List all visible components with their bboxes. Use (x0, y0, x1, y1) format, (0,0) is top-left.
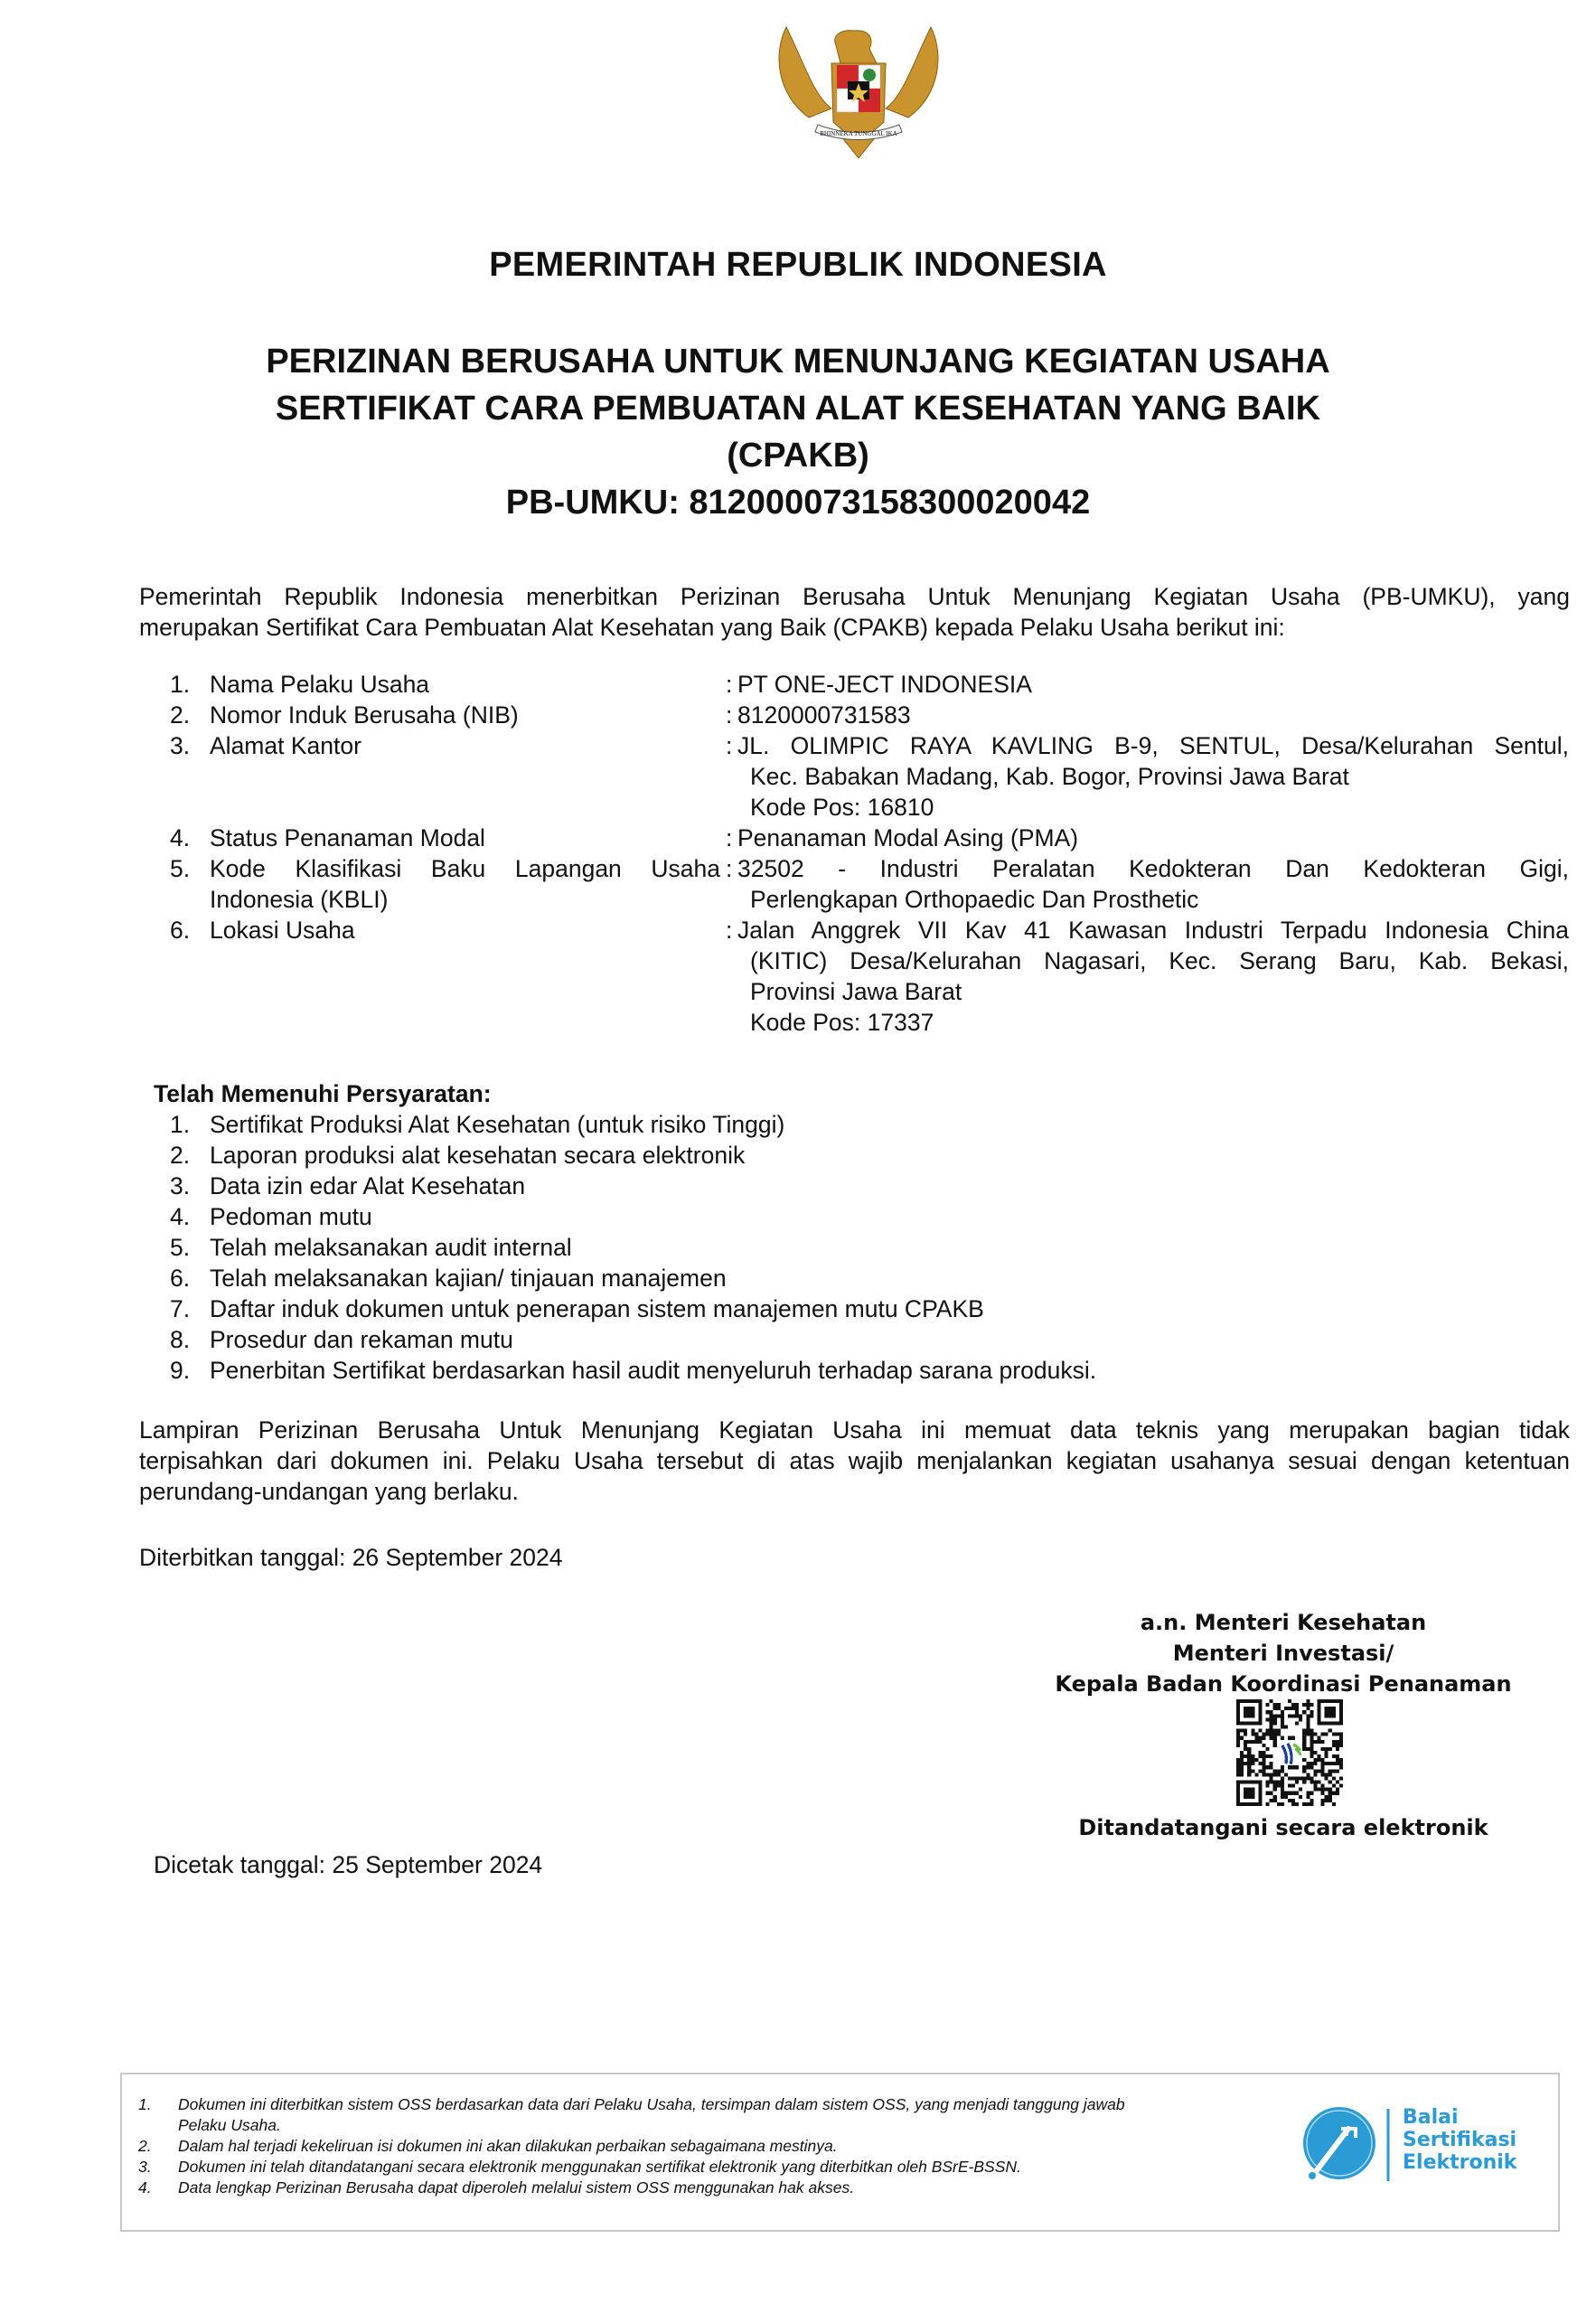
detail-label: Alamat Kantor (210, 732, 361, 759)
footnote-number: 4. (138, 2178, 152, 2196)
requirement-text: Penerbitan Sertifikat berdasarkan hasil audit menyeluruh terhadap sarana produksi. (210, 1357, 1097, 1384)
footnote-text: Data lengkap Perizinan Berusaha dapat diperoleh melalui sistem OSS menggunakan hak akses. (178, 2178, 855, 2196)
intro-line-2: merupakan Sertifikat Cara Pembuatan Alat Kesehatan yang Baik (CPAKB) kepada Pelaku Usaha berikut ini: (139, 614, 1285, 641)
title-line-1: PERIZINAN BERUSAHA UNTUK MENUNJANG KEGIATAN USAHA (266, 343, 1330, 381)
bsre-logo-text (1403, 2106, 1516, 2174)
detail-colon: : (726, 855, 733, 882)
footnote-text: Dalam hal terjadi kekeliruan isi dokumen ini akan dilakukan perbaikan sebagaimana mestinya. (178, 2137, 838, 2155)
detail-label: Lokasi Usaha (210, 917, 355, 944)
detail-colon: : (726, 732, 733, 759)
attachment-line-1: Lampiran Perizinan Berusaha Untuk Menunjang Kegiatan Usaha ini memuat data teknis yang merupakan bagian tidak (139, 1416, 1570, 1444)
requirement-number: 4. (170, 1203, 191, 1230)
signature-line-2: Menteri Investasi/ (1172, 1641, 1394, 1666)
detail-value: JL. OLIMPIC RAYA KAVLING B-9, SENTUL, Desa/Kelurahan Sentul, (737, 732, 1569, 759)
detail-colon: : (726, 824, 733, 851)
signature-line-1: a.n. Menteri Kesehatan (1140, 1610, 1427, 1635)
detail-value: Kec. Babakan Madang, Kab. Bogor, Provinsi Jawa Barat (750, 763, 1349, 790)
detail-colon: : (726, 671, 733, 698)
requirement-number: 8. (170, 1326, 191, 1353)
detail-number: 3. (170, 732, 191, 759)
detail-value: Perlengkapan Orthopaedic Dan Prosthetic (750, 886, 1199, 913)
signature-line-3: Kepala Badan Koordinasi Penanaman (1055, 1671, 1512, 1697)
detail-label: Status Penanaman Modal (210, 824, 485, 851)
requirement-number: 2. (170, 1142, 191, 1169)
detail-number: 4. (170, 824, 191, 851)
emblem-motto: BHINNEKA TUNGGAL IKA (820, 130, 897, 137)
detail-value: PT ONE-JECT INDONESIA (737, 671, 1032, 698)
detail-value: 32502 - Industri Peralatan Kedokteran Dan Kedokteran Gigi, (737, 855, 1569, 882)
requirement-text: Prosedur dan rekaman mutu (210, 1326, 513, 1353)
footnote-text: Dokumen ini telah ditandatangani secara elektronik menggunakan sertifikat elektronik yang diterbitkan oleh BSrE-BSSN. (178, 2158, 1021, 2176)
requirement-text: Telah melaksanakan audit internal (210, 1234, 572, 1261)
requirement-number: 7. (170, 1295, 191, 1322)
detail-number: 2. (170, 701, 191, 729)
title-line-2: SERTIFIKAT CARA PEMBUATAN ALAT KESEHATAN YANG BAIK (275, 390, 1321, 428)
detail-value: Kode Pos: 16810 (750, 794, 934, 821)
electronic-signature-note: Ditandatangani secara elektronik (1078, 1815, 1488, 1840)
detail-value: Jalan Anggrek VII Kav 41 Kawasan Industri Terpadu Indonesia China (737, 917, 1569, 944)
requirements-title: Telah Memenuhi Persyaratan: (154, 1080, 492, 1107)
footnote-text: Dokumen ini diterbitkan sistem OSS berdasarkan data dari Pelaku Usaha, tersimpan dalam sistem OSS, yang menjadi tanggung jawab (178, 2095, 1125, 2113)
detail-value: Kode Pos: 17337 (750, 1009, 934, 1036)
requirement-number: 9. (170, 1357, 191, 1384)
bsre-logo-line: Sertifikasi (1403, 2129, 1517, 2151)
detail-number: 1. (170, 671, 191, 698)
requirement-number: 6. (170, 1265, 191, 1292)
attachment-paragraph (139, 1415, 1570, 1507)
detail-label: Indonesia (KBLI) (210, 886, 389, 913)
government-heading: PEMERINTAH REPUBLIK INDONESIA (489, 246, 1107, 284)
intro-line-1: Pemerintah Republik Indonesia menerbitkan Perizinan Berusaha Untuk Menunjang Kegiatan Usaha (PB-UMKU), yang (139, 583, 1570, 610)
requirement-text: Telah melaksanakan kajian/ tinjauan manajemen (210, 1265, 727, 1292)
requirement-text: Pedoman mutu (210, 1203, 372, 1230)
title-line-3: (CPAKB) (727, 437, 869, 475)
requirement-number: 5. (170, 1234, 191, 1261)
footnote-number: 2. (138, 2137, 152, 2155)
detail-label: Nama Pelaku Usaha (210, 671, 430, 698)
detail-label: Nomor Induk Berusaha (NIB) (210, 701, 519, 729)
printed-date: Dicetak tanggal: 25 September 2024 (154, 1851, 543, 1878)
bsre-logo-line: Elektronik (1403, 2151, 1517, 2174)
detail-label: Kode Klasifikasi Baku Lapangan Usaha (210, 855, 720, 882)
detail-value: Penanaman Modal Asing (PMA) (737, 824, 1079, 851)
attachment-line-3: perundang-undangan yang berlaku. (139, 1478, 519, 1505)
requirement-number: 3. (170, 1172, 191, 1199)
bsre-key-logo-icon (1294, 2102, 1394, 2185)
footnote-number: 3. (138, 2158, 152, 2176)
detail-colon: : (726, 701, 733, 729)
requirement-text: Laporan produksi alat kesehatan secara elektronik (210, 1142, 746, 1169)
attachment-line-2: terpisahkan dari dokumen ini. Pelaku Usaha tersebut di atas wajib menjalankan kegiatan usahanya sesuai dengan ketentuan (139, 1447, 1570, 1474)
footnote-number: 1. (138, 2095, 152, 2113)
intro-paragraph (139, 581, 1570, 643)
requirement-text: Sertifikat Produksi Alat Kesehatan (untuk risiko Tinggi) (210, 1111, 785, 1138)
detail-value: 8120000731583 (737, 701, 911, 729)
detail-number: 6. (170, 917, 191, 944)
footnote-text: Pelaku Usaha. (178, 2116, 281, 2134)
requirement-text: Data izin edar Alat Kesehatan (210, 1172, 526, 1199)
requirement-number: 1. (170, 1111, 191, 1138)
qr-code-icon[interactable] (1236, 1699, 1343, 1806)
detail-number: 5. (170, 855, 191, 882)
pb-umku-number: PB-UMKU: 812000073158300020042 (505, 484, 1091, 522)
detail-value: Provinsi Jawa Barat (750, 978, 962, 1005)
bsre-logo-line: Balai (1403, 2106, 1459, 2129)
garuda-emblem-icon (768, 9, 949, 163)
detail-colon: : (726, 917, 733, 944)
issued-date: Diterbitkan tanggal: 26 September 2024 (139, 1544, 563, 1571)
detail-value: (KITIC) Desa/Kelurahan Nagasari, Kec. Serang Baru, Kab. Bekasi, (750, 947, 1569, 974)
requirement-text: Daftar induk dokumen untuk penerapan sistem manajemen mutu CPAKB (210, 1295, 984, 1322)
